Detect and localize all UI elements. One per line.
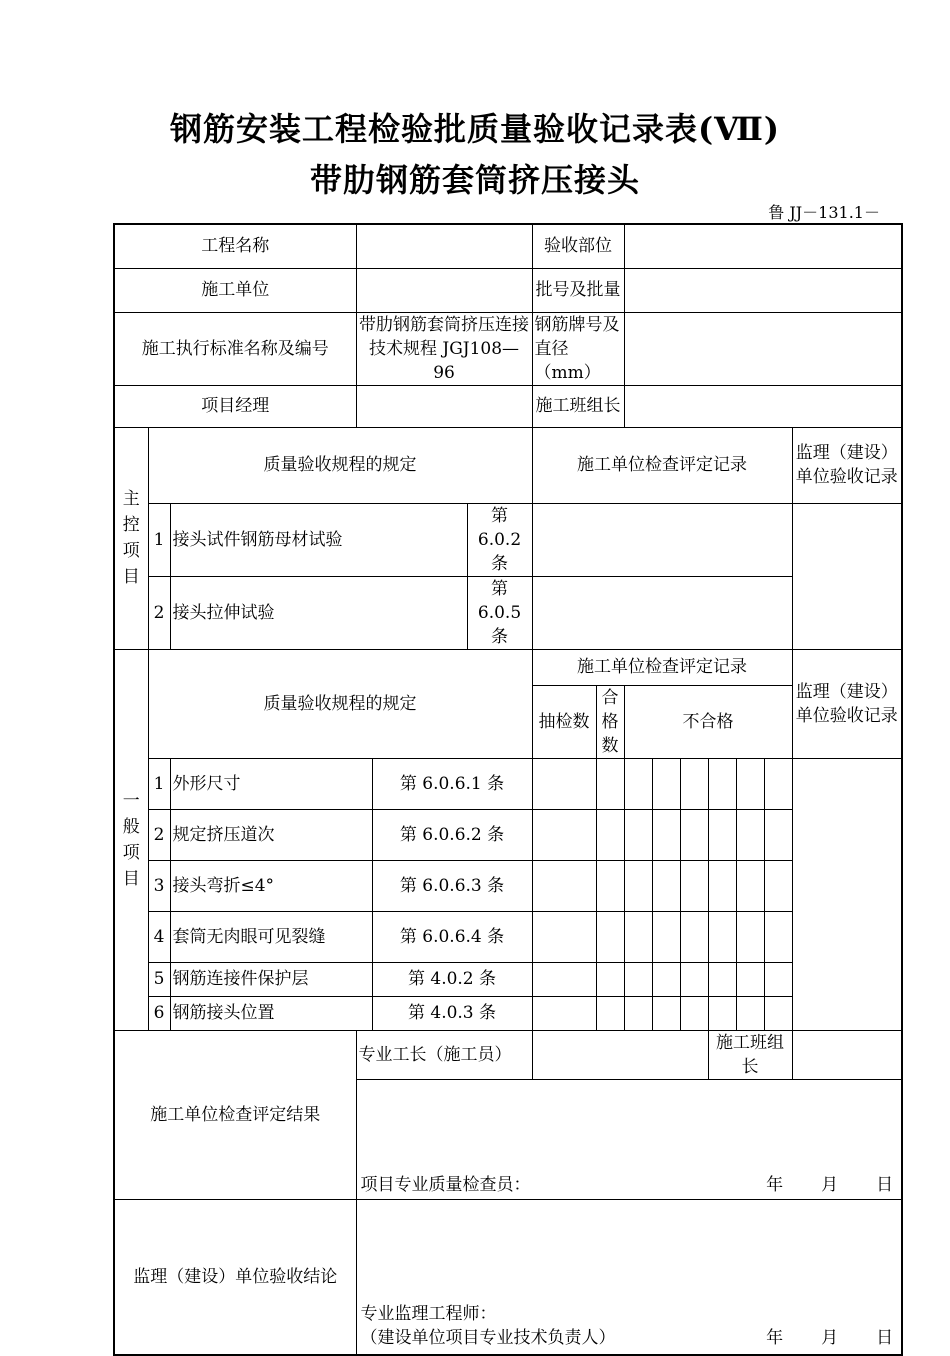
project-name-label: 工程名称 <box>114 224 356 268</box>
form-subtitle: 带肋钢筋套筒挤压接头 <box>309 161 640 199</box>
fail-cell[interactable] <box>680 860 708 911</box>
main-item-record[interactable] <box>532 576 792 649</box>
project-name-field[interactable] <box>356 224 532 268</box>
foreman-field[interactable] <box>532 1030 708 1079</box>
main-supervisor-header: 监理（建设）单位验收记录 <box>792 427 902 503</box>
fail-cell[interactable] <box>736 860 764 911</box>
quality-inspector-label: 项目专业质量检查员： <box>360 1174 531 1195</box>
sample-cell[interactable] <box>532 996 596 1030</box>
sample-cell[interactable] <box>532 962 596 996</box>
main-spec-header: 质量验收规程的规定 <box>148 427 532 503</box>
general-item-name: 接头弯折≤4° <box>170 860 372 911</box>
fail-cell[interactable] <box>708 860 736 911</box>
conclusion-signature-area[interactable] <box>356 1199 902 1355</box>
fail-cell[interactable] <box>652 860 680 911</box>
general-item-no: 5 <box>148 962 170 996</box>
fail-header: 不合格 <box>624 685 792 758</box>
result-date: 年 月 日 <box>766 1174 894 1195</box>
fail-cell[interactable] <box>680 758 708 809</box>
acceptance-part-field[interactable] <box>624 224 902 268</box>
main-item-no: 2 <box>148 576 170 649</box>
engineer-label: 专业监理工程师： <box>360 1304 497 1324</box>
fail-cell[interactable] <box>708 809 736 860</box>
foreman-label: 专业工长（施工员） <box>356 1030 532 1079</box>
fail-cell[interactable] <box>708 962 736 996</box>
pass-cell[interactable] <box>596 809 624 860</box>
fail-cell[interactable] <box>708 758 736 809</box>
main-item-name: 接头拉伸试验 <box>170 576 467 649</box>
pass-cell[interactable] <box>596 996 624 1030</box>
sample-cell[interactable] <box>532 860 596 911</box>
fail-cell[interactable] <box>624 860 652 911</box>
fail-cell[interactable] <box>736 996 764 1030</box>
general-item-clause: 第 4.0.2 条 <box>372 962 532 996</box>
general-item-name: 套筒无肉眼可见裂缝 <box>170 911 372 962</box>
general-item-name: 钢筋接头位置 <box>170 996 372 1030</box>
pass-cell[interactable] <box>596 962 624 996</box>
fail-cell[interactable] <box>652 962 680 996</box>
fail-cell[interactable] <box>652 809 680 860</box>
main-record-header: 施工单位检查评定记录 <box>532 427 792 503</box>
general-item-no: 1 <box>148 758 170 809</box>
sample-cell[interactable] <box>532 911 596 962</box>
result-label: 施工单位检查评定结果 <box>114 1030 356 1199</box>
general-item-no: 2 <box>148 809 170 860</box>
fail-cell[interactable] <box>764 996 792 1030</box>
main-item-no: 1 <box>148 503 170 576</box>
main-item-clause: 第 6.0.2 条 <box>467 503 532 576</box>
general-spec-header: 质量验收规程的规定 <box>148 649 532 758</box>
form-code: 鲁 JJ－131.1－ <box>768 203 880 222</box>
fail-cell[interactable] <box>764 860 792 911</box>
fail-cell[interactable] <box>652 758 680 809</box>
fail-cell[interactable] <box>624 996 652 1030</box>
batch-field[interactable] <box>624 268 902 312</box>
sample-count-header: 抽检数 <box>532 685 596 758</box>
fail-cell[interactable] <box>736 962 764 996</box>
result-team-leader-field[interactable] <box>792 1030 902 1079</box>
fail-cell[interactable] <box>708 996 736 1030</box>
team-leader-label: 施工班组长 <box>532 385 624 427</box>
sample-cell[interactable] <box>532 809 596 860</box>
general-record-header: 施工单位检查评定记录 <box>532 649 792 685</box>
general-item-no: 3 <box>148 860 170 911</box>
main-section-label: 主控项目 <box>114 427 148 649</box>
fail-cell[interactable] <box>680 962 708 996</box>
general-item-clause: 第 6.0.6.3 条 <box>372 860 532 911</box>
main-supervisor-record[interactable] <box>792 503 902 649</box>
fail-cell[interactable] <box>764 758 792 809</box>
main-item-name: 接头试件钢筋母材试验 <box>170 503 467 576</box>
general-item-no: 6 <box>148 996 170 1030</box>
fail-cell[interactable] <box>624 911 652 962</box>
fail-cell[interactable] <box>624 758 652 809</box>
general-item-clause: 第 4.0.3 条 <box>372 996 532 1030</box>
fail-cell[interactable] <box>680 809 708 860</box>
owner-technical-lead-label: （建设单位项目专业技术负责人） <box>360 1328 616 1348</box>
standard-label: 施工执行标准名称及编号 <box>114 312 356 385</box>
acceptance-part-label: 验收部位 <box>532 224 624 268</box>
general-item-clause: 第 6.0.6.4 条 <box>372 911 532 962</box>
general-item-name: 规定挤压道次 <box>170 809 372 860</box>
fail-cell[interactable] <box>652 996 680 1030</box>
fail-cell[interactable] <box>652 911 680 962</box>
pass-count-header: 合格数 <box>596 685 624 758</box>
conclusion-label: 监理（建设）单位验收结论 <box>114 1199 356 1355</box>
fail-cell[interactable] <box>624 962 652 996</box>
construction-unit-label: 施工单位 <box>114 268 356 312</box>
fail-cell[interactable] <box>680 911 708 962</box>
general-item-clause: 第 6.0.6.2 条 <box>372 809 532 860</box>
result-signature-area[interactable] <box>356 1079 902 1199</box>
general-item-name: 钢筋连接件保护层 <box>170 962 372 996</box>
pass-cell[interactable] <box>596 911 624 962</box>
general-supervisor-header: 监理（建设）单位验收记录 <box>792 649 902 758</box>
team-leader-field[interactable] <box>624 385 902 427</box>
fail-cell[interactable] <box>764 809 792 860</box>
rebar-grade-field[interactable] <box>624 312 902 385</box>
main-item-record[interactable] <box>532 503 792 576</box>
project-manager-field[interactable] <box>356 385 532 427</box>
result-team-leader-label: 施工班组长 <box>708 1030 792 1079</box>
general-item-name: 外形尺寸 <box>170 758 372 809</box>
project-manager-label: 项目经理 <box>114 385 356 427</box>
construction-unit-field[interactable] <box>356 268 532 312</box>
general-item-clause: 第 6.0.6.1 条 <box>372 758 532 809</box>
standard-value: 带肋钢筋套筒挤压连接技术规程 JGJ108—96 <box>356 312 532 385</box>
main-item-clause: 第 6.0.5 条 <box>467 576 532 649</box>
general-item-no: 4 <box>148 911 170 962</box>
rebar-grade-label: 钢筋牌号及直径（mm） <box>532 312 624 385</box>
pass-cell[interactable] <box>596 860 624 911</box>
form-title: 钢筋安装工程检验批质量验收记录表(Ⅶ) <box>169 110 781 148</box>
pass-cell[interactable] <box>596 758 624 809</box>
fail-cell[interactable] <box>764 962 792 996</box>
fail-cell[interactable] <box>764 911 792 962</box>
fail-cell[interactable] <box>680 996 708 1030</box>
sample-cell[interactable] <box>532 758 596 809</box>
fail-cell[interactable] <box>736 758 764 809</box>
conclusion-date: 年 月 日 <box>766 1328 894 1348</box>
fail-cell[interactable] <box>624 809 652 860</box>
general-section-label: 一般项目 <box>114 649 148 1030</box>
batch-label: 批号及批量 <box>532 268 624 312</box>
fail-cell[interactable] <box>736 911 764 962</box>
fail-cell[interactable] <box>736 809 764 860</box>
fail-cell[interactable] <box>708 911 736 962</box>
general-supervisor-record[interactable] <box>792 758 902 1030</box>
inspection-form <box>113 223 903 1356</box>
